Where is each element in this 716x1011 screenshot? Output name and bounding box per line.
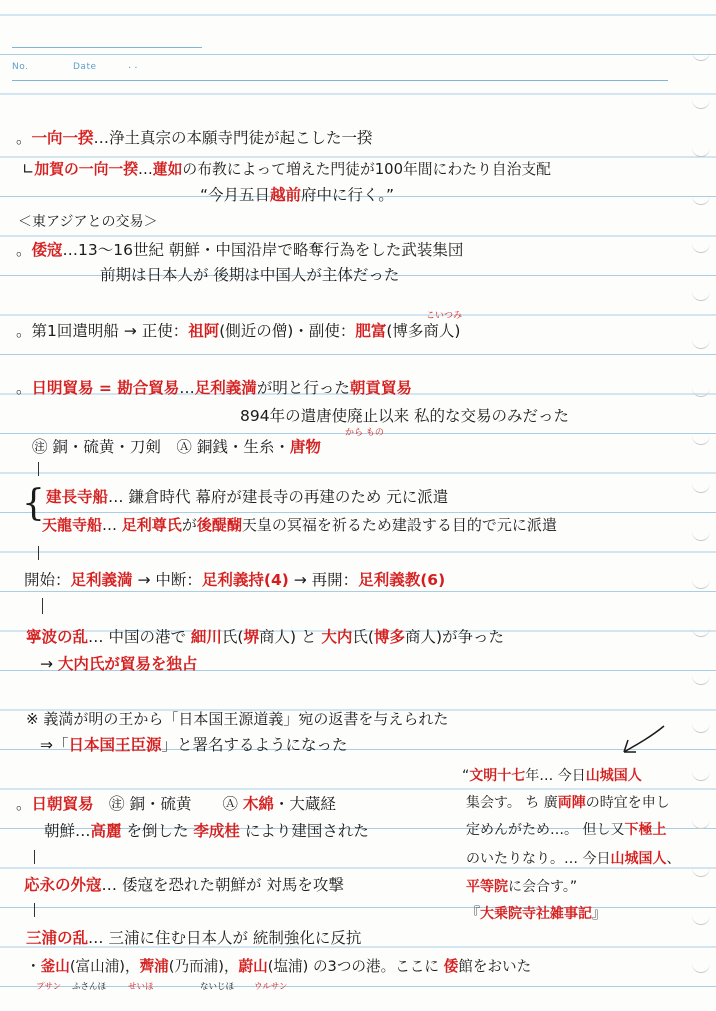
note-nitcho-trade: 。日朝貿易 ㊟ 銅・硫黄 Ⓐ 木綿・大蔵経 <box>16 795 336 813</box>
note-joseon-founding: 朝鮮…高麗 を倒した 李成桂 により建国された <box>44 822 369 840</box>
quote-line-1: “文明十七年… 今日山城国人 <box>462 768 642 784</box>
ruby-urusan: ウルサン <box>254 982 288 992</box>
connector-tick <box>34 903 35 917</box>
quote-line-3: 定めんがため…。 但し又下極上 <box>466 822 667 838</box>
ruby-koitsumi: こいつみ <box>426 311 463 321</box>
header-rule <box>12 80 668 81</box>
note-yoshimitsu-letter: ※ 義満が明の王から「日本国王源道義」宛の返書を与えられた <box>26 710 449 728</box>
note-kenchoji-ship: 建長寺船… 鎌倉時代 幕府が建長寺の再建のため 元に派遣 <box>46 488 449 506</box>
note-ouchi-monopoly: → 大内氏が貿易を独占 <box>40 655 198 673</box>
note-ikko-ikki: 。一向一揆…浄土真宗の本願寺門徒が起こした一揆 <box>16 129 373 147</box>
note-ningbo-incident: 寧波の乱… 中国の港で 細川氏(堺商人) と 大内氏(博多商人)が争った <box>26 628 505 646</box>
connector-tick <box>38 546 39 560</box>
connector-tick <box>42 598 43 614</box>
ruby-pusan: プサン <box>36 982 62 992</box>
section-heading-east-asia: ＜東アジアとの交易＞ <box>18 214 158 230</box>
connector-tick <box>38 462 39 476</box>
note-kentoshi: 894年の遣唐使廃止以来 私的な交易のみだった <box>240 407 570 425</box>
ruby-seiho: せいほ <box>128 982 154 992</box>
note-sanpo-incident: 三浦の乱… 三浦に住む日本人が 統制強化に反抗 <box>26 929 362 947</box>
quote-line-2: 集会す。 ち 廣両陣の時宜を申し <box>466 795 670 811</box>
brace: { <box>22 483 45 524</box>
quote-line-4: のいたりなり。… 今日山城国人、 <box>466 851 681 867</box>
arrow-icon <box>618 722 668 758</box>
note-kaga-ikko-ikki: ∟加賀の一向一揆…蓮如の布教によって増えた門徒が100年間にわたり自治支配 <box>22 161 551 178</box>
note-signature: ⇒「日本国王臣源」と署名するようになった <box>40 736 348 754</box>
ruby-fusanho: ふさんほ <box>72 982 107 992</box>
date-dots: . . <box>128 60 138 71</box>
quote-line-5: 平等院に会合す。” <box>466 879 578 895</box>
header-top-rule <box>12 47 202 48</box>
date-label: Date <box>73 62 97 72</box>
connector-tick <box>34 850 35 864</box>
quote-source: 『大乗院寺社雑事記』 <box>466 906 606 922</box>
note-wako-detail: 前期は日本人が 後期は中国人が主体だった <box>100 266 400 284</box>
note-trade-timeline: 開始：足利義満 → 中断：足利義持(4) → 再開：足利義教(6) <box>24 571 446 589</box>
binder-rings <box>688 0 714 1011</box>
note-nichimin-trade: 。日明貿易 = 勘合貿易…足利義満が明と行った朝貢貿易 <box>16 379 412 397</box>
note-tenryuji-ship: 天龍寺船… 足利尊氏が後醍醐天皇の冥福を祈るため建設する目的で元に派遣 <box>42 516 557 534</box>
note-oei-invasion: 応永の外寇… 倭寇を恐れた朝鮮が 対馬を攻撃 <box>24 876 344 894</box>
note-trade-goods: ㊟ 銅・硫黄・刀剣 Ⓐ 銅銭・生糸・唐物 <box>32 438 321 456</box>
no-label: No. <box>12 62 29 72</box>
note-three-ports: ・釜山(富山浦)，薺浦(乃而浦)，蔚山(塩浦) の3つの港。ここに 倭館をおいた <box>26 958 532 975</box>
ruby-naijiho: ないじほ <box>200 982 235 992</box>
note-echizen-quote: “今月五日越前府中に行く。” <box>200 186 395 204</box>
note-wako: 。倭寇…13～16世紀 朝鮮・中国沿岸で略奪行為をした武装集団 <box>16 241 464 259</box>
ruby-karamono: から もの <box>345 428 384 438</box>
note-first-envoy-ship: 。第1回遣明船 → 正使：祖阿(側近の僧)・副使：肥富(博多商人) <box>16 322 461 340</box>
